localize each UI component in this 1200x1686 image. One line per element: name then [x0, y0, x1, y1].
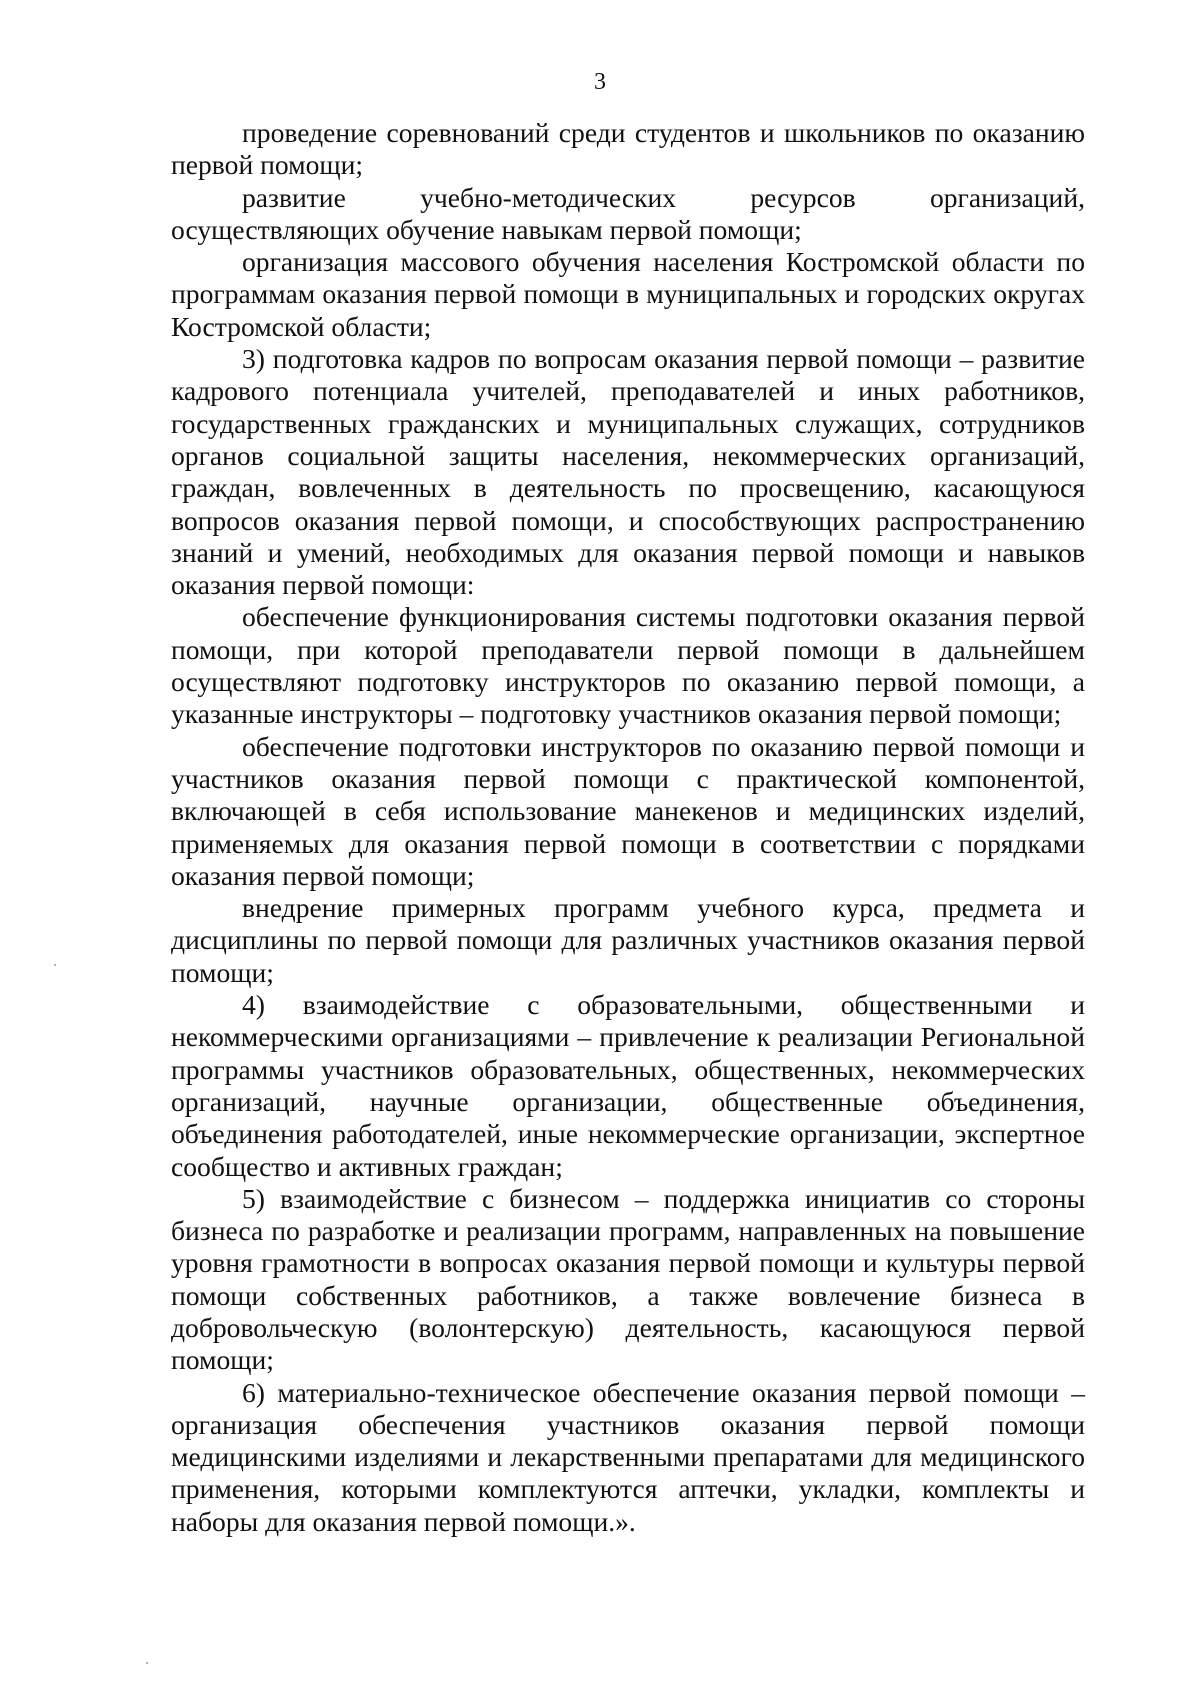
scan-speck: [146, 1662, 148, 1664]
paragraph: внедрение примерных программ учебного курса, предмета и дисциплины по первой помощи для различных участников оказания первой помощи;: [171, 892, 1085, 988]
paragraph: проведение соревнований среди студентов и школьников по оказанию первой помощи;: [171, 117, 1085, 181]
document-body: [171, 117, 1085, 1538]
paragraph: 6) материально-техническое обеспечение оказания первой помощи – организация обеспечения участников оказания первой помощи медицинскими изделиями и лекарственными препаратами для медицинского применения, которыми комплектуются аптечки, укладки, комплекты и наборы для оказания первой помощи.».: [171, 1376, 1085, 1537]
paragraph: 3) подготовка кадров по вопросам оказания первой помощи – развитие кадрового потенциала учителей, преподавателей и иных работников, государственных гражданских и муниципальных служащих, сотрудников органов социальной защиты населения, некоммерческих организаций, граждан, вовлеченных в деятельность по просвещению, касающуюся вопросов оказания первой помощи, и способствующих распространению знаний и умений, необходимых для оказания первой помощи и навыков оказания первой помощи:: [171, 343, 1085, 601]
paragraph: 5) взаимодействие с бизнесом – поддержка инициатив со стороны бизнеса по разработке и реализации программ, направленных на повышение уровня грамотности в вопросах оказания первой помощи и культуры первой помощи собственных работников, а также вовлечение бизнеса в добровольческую (волонтерскую) деятельность, касающуюся первой помощи;: [171, 1182, 1085, 1376]
paragraph: обеспечение подготовки инструкторов по оказанию первой помощи и участников оказания первой помощи с практической компонентой, включающей в себя использование манекенов и медицинских изделий, применяемых для оказания первой помощи в соответствии с порядками оказания первой помощи;: [171, 730, 1085, 891]
paragraph: организация массового обучения населения Костромской области по программам оказания первой помощи в муниципальных и городских округах Костромской области;: [171, 246, 1085, 342]
paragraph: развитие учебно-методических ресурсов организаций, осуществляющих обучение навыкам первой помощи;: [171, 181, 1085, 245]
scan-speck: [54, 964, 56, 966]
page-number: 3: [594, 69, 606, 95]
paragraph: 4) взаимодействие с образовательными, общественными и некоммерческими организациями – привлечение к реализации Региональной программы участников образовательных, общественных, некоммерческих организаций, научные организации, общественные объединения, объединения работодателей, иные некоммерческие организации, экспертное сообщество и активных граждан;: [171, 989, 1085, 1182]
paragraph: обеспечение функционирования системы подготовки оказания первой помощи, при которой преподаватели первой помощи в дальнейшем осуществляют подготовку инструкторов по оказанию первой помощи, а указанные инструкторы – подготовку участников оказания первой помощи;: [171, 601, 1085, 730]
